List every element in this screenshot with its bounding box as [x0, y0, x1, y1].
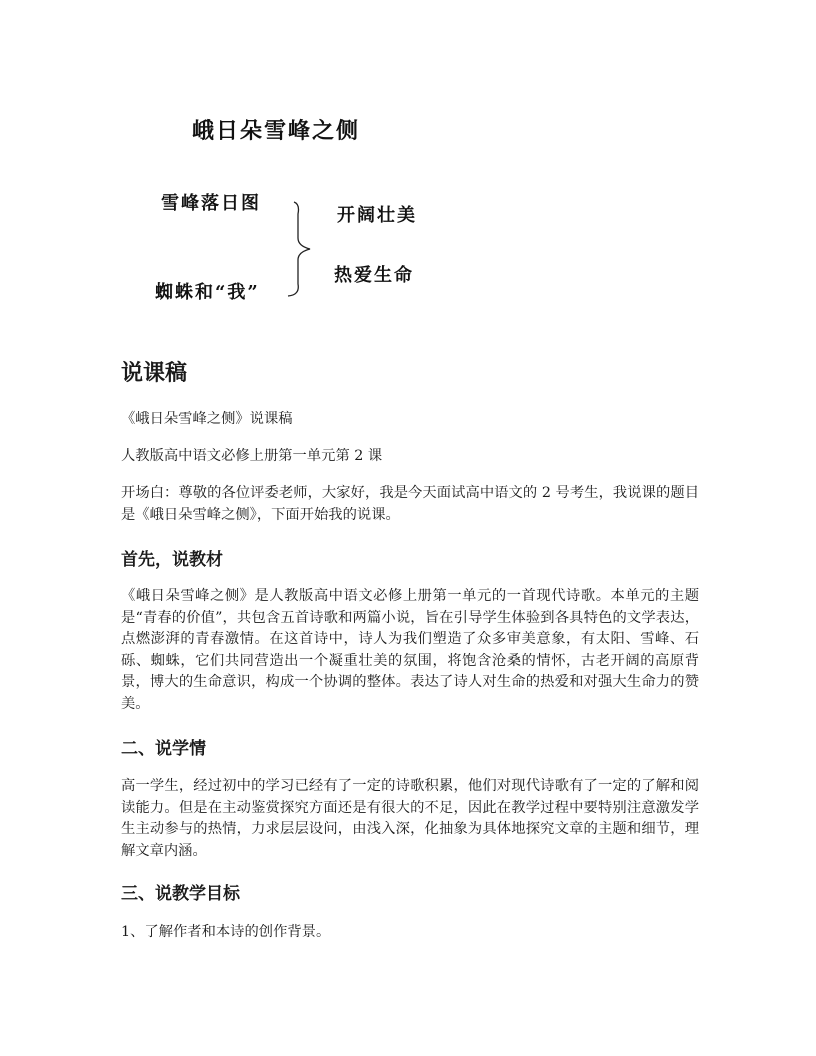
section-body-goals: 1、了解作者和本诗的创作背景。 — [121, 924, 331, 940]
board-right-top: 开阔壮美 — [337, 205, 417, 226]
board-right-bottom: 热爱生命 — [334, 265, 414, 286]
section-heading-textbook: 首先，说教材 — [121, 550, 223, 570]
section-heading-students: 二、说学情 — [121, 739, 206, 759]
board-left-top: 雪峰落日图 — [161, 193, 261, 214]
textbook-line: 人教版高中语文必修上册第一单元第 2 课 — [121, 448, 383, 464]
doc-title-line: 《峨日朵雪峰之侧》说课稿 — [121, 411, 293, 427]
board-left-bottom: 蜘蛛和“我” — [155, 282, 260, 303]
section-body-students: 高一学生，经过初中的学习已经有了一定的诗歌积累，他们对现代诗歌有了一定的了解和阅读能力。但是在主动鉴赏探究方面还是有很大的不足，因此在教学过程中要特别注意激发学生主动参与的热情，力求层层设问，由浅入深，化抽象为具体地探究文章的主题和细节，理解文章内涵。 — [121, 778, 699, 859]
curly-brace-icon — [280, 200, 316, 300]
section-heading-goals: 三、说教学目标 — [121, 884, 240, 904]
page-title: 说课稿 — [121, 361, 188, 386]
opening-paragraph: 开场白：尊敬的各位评委老师，大家好，我是今天面试高中语文的 2 号考生，我说课的题目是《峨日朵雪峰之侧》，下面开始我的说课。 — [121, 485, 699, 523]
section-body-textbook: 《峨日朵雪峰之侧》是人教版高中语文必修上册第一单元的一首现代诗歌。本单元的主题是“青春的价值”，共包含五首诗歌和两篇小说，旨在引导学生体验到各具特色的文学表达，点燃澎湃的青春激情。在这首诗中，诗人为我们塑造了众多审美意象，有太阳、雪峰、石砾、蜘蛛，它们共同营造出一个凝重壮美的氛围，将饱含沧桑的情怀，古老开阔的高原背景，博大的生命意识，构成一个协调的整体。表达了诗人对生命的热爱和对强大生命力的赞美。 — [121, 588, 699, 712]
board-title: 峨日朵雪峰之侧 — [192, 118, 361, 144]
